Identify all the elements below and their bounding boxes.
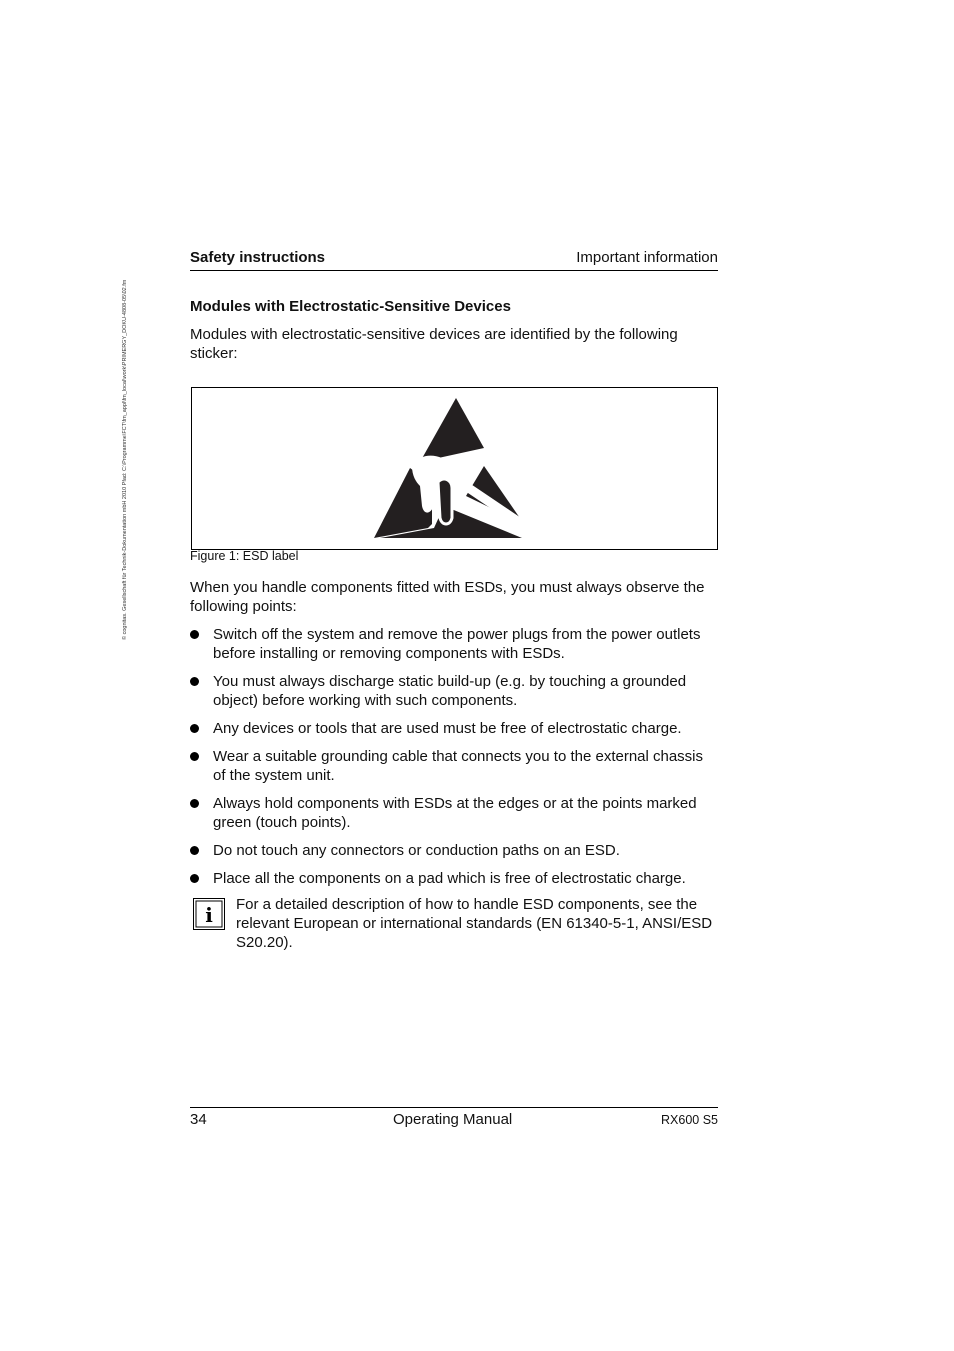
list-item-text: Do not touch any connectors or conduction paths on an ESD.: [213, 842, 620, 859]
figure-caption: Figure 1: ESD label: [190, 549, 299, 563]
list-item-text: Always hold components with ESDs at the edges or at the points marked green (touch points).: [213, 795, 697, 831]
list-item: [190, 625, 718, 663]
side-note: [122, 240, 132, 640]
list-item: [190, 869, 718, 888]
esd-triangle-top: [420, 398, 484, 462]
side-note-text: © cognitas. Gesellschaft für Technik-Dokumentation mbH 2010 Pfad: C:\Programme\FCT\fm_appl\fm_local\work\PRIMERGY_DOKU-4808-05\02.fm: [122, 279, 128, 640]
list-item-text: Place all the components on a pad which is free of electrostatic charge.: [213, 870, 686, 887]
list-item-text: Any devices or tools that are used must be free of electrostatic charge.: [213, 720, 682, 737]
list-item: [190, 794, 718, 832]
list-item: [190, 747, 718, 785]
esd-warning-icon: [372, 396, 532, 538]
header-left: Safety instructions: [190, 249, 326, 266]
bullet-icon: [190, 799, 199, 808]
bullet-list: [190, 625, 718, 897]
figure-box: [191, 387, 718, 550]
footer-title: Operating Manual: [393, 1111, 513, 1128]
section-heading: Modules with Electrostatic-Sensitive Devices: [190, 298, 511, 315]
list-item-text: You must always discharge static build-up (e.g. by touching a grounded object) before working with such components.: [213, 673, 687, 709]
bullet-icon: [190, 874, 199, 883]
info-icon: [193, 898, 225, 930]
bullet-icon: [190, 724, 199, 733]
page-footer: [190, 1107, 718, 1132]
intro-paragraph: Modules with electrostatic-sensitive devices are identified by the following sticker:: [190, 326, 678, 362]
header-right: Important information: [576, 249, 718, 266]
list-item: [190, 672, 718, 710]
list-item: [190, 719, 718, 738]
footer-product: RX600 S5: [661, 1113, 718, 1127]
lead-paragraph: When you handle components fitted with ESDs, you must always observe the following points:: [190, 579, 705, 615]
list-item-text: Wear a suitable grounding cable that connects you to the external chassis of the system unit.: [213, 748, 704, 784]
bullet-icon: [190, 630, 199, 639]
note-text: For a detailed description of how to handle ESD components, see the relevant European or international standards (EN 61340-5-1, ANSI/ESD S20.20).: [236, 896, 713, 951]
esd-finger: [438, 479, 452, 524]
svg-text:i: i: [205, 903, 213, 927]
page-number: 34: [190, 1111, 207, 1128]
list-item: [190, 841, 718, 860]
list-item-text: Switch off the system and remove the power plugs from the power outlets before installing or removing components with ESDs.: [213, 626, 701, 662]
bullet-icon: [190, 677, 199, 686]
page-header: [190, 248, 718, 271]
bullet-icon: [190, 752, 199, 761]
bullet-icon: [190, 846, 199, 855]
